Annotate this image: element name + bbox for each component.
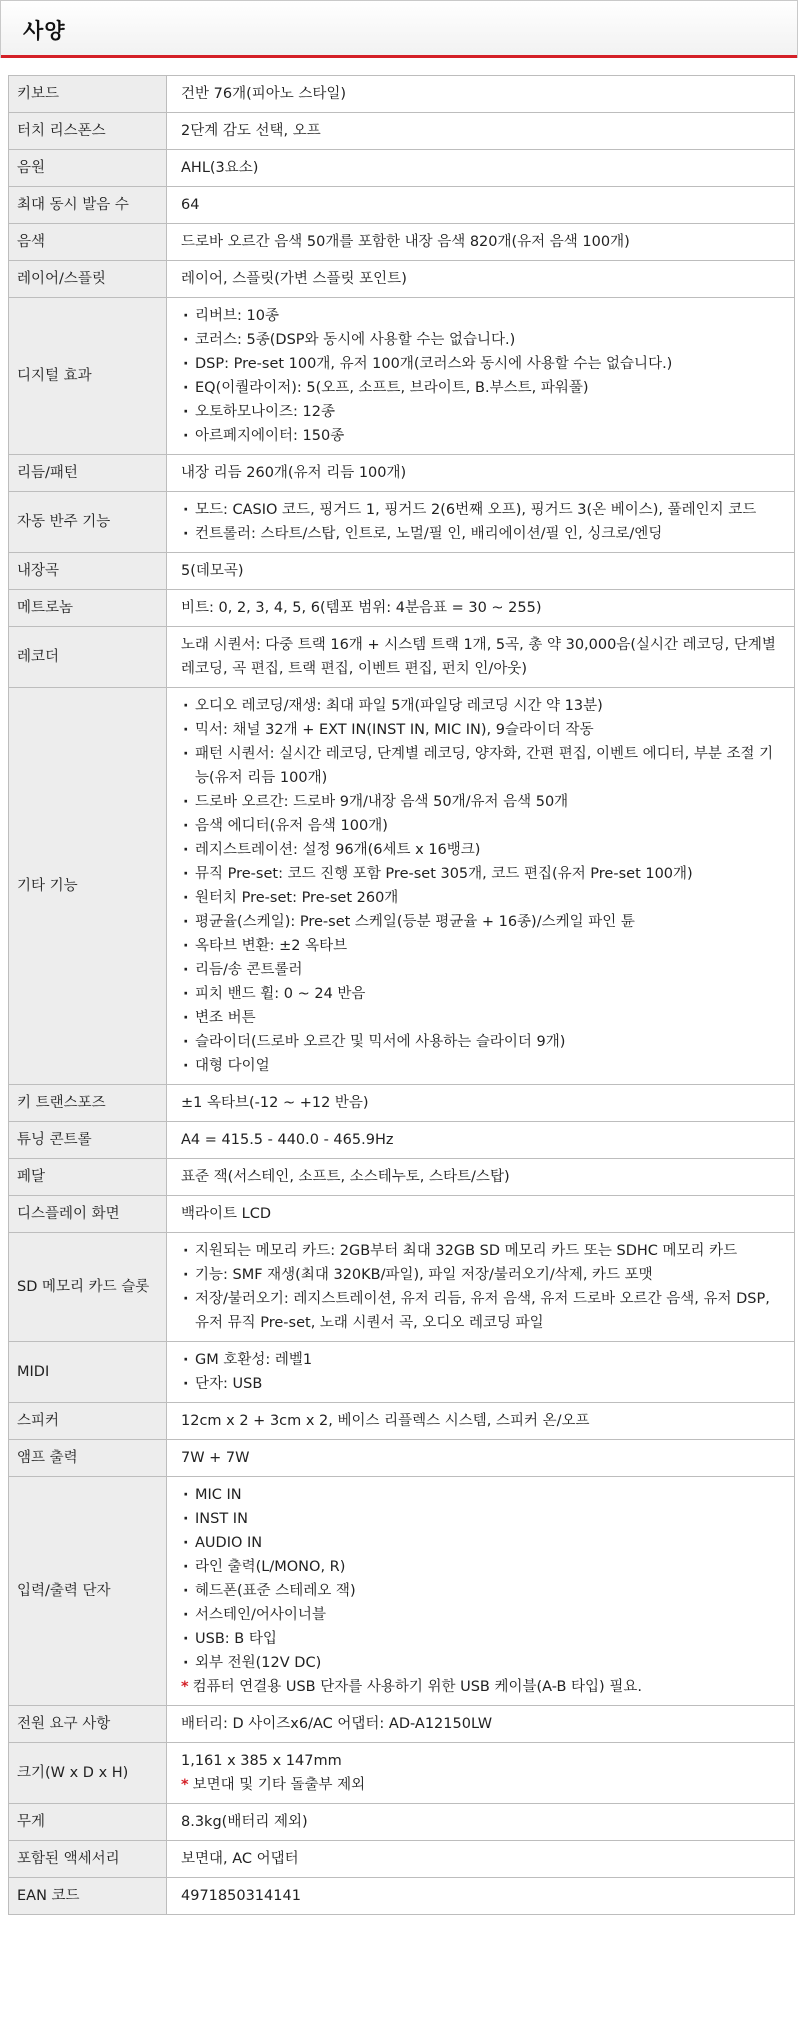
spec-label: 디지털 효과 [9,298,167,455]
spec-label: 리듬/패턴 [9,455,167,492]
spec-label: 튜닝 콘트롤 [9,1122,167,1159]
spec-value: 배터리: D 사이즈x6/AC 어댑터: AD-A12150LW [181,1716,493,1732]
spec-value-cell [167,224,795,261]
spec-value-cell [167,1342,795,1403]
spec-item: · 음색 에디터(유저 음색 100개) [181,814,786,838]
spec-item: · 피치 밴드 휠: 0 ~ 24 반음 [181,982,786,1006]
spec-row [9,113,795,150]
spec-note-text: 컴퓨터 연결용 USB 단자를 사용하기 위한 USB 케이블(A-B 타입) 필요. [192,1679,642,1695]
spec-item: · MIC IN [181,1483,786,1507]
spec-row [9,1342,795,1403]
spec-row [9,1440,795,1477]
spec-item: · 외부 전원(12V DC) [181,1651,786,1675]
spec-value: A4 = 415.5 - 440.0 - 465.9Hz [181,1132,394,1148]
spec-value: 백라이트 LCD [181,1206,272,1222]
spec-item-list [181,498,786,546]
spec-item: · AUDIO IN [181,1531,786,1555]
spec-label: 키 트랜스포즈 [9,1085,167,1122]
spec-item: · 슬라이더(드로바 오르간 및 믹서에 사용하는 슬라이더 9개) [181,1030,786,1054]
spec-row [9,261,795,298]
spec-item: · 드로바 오르간: 드로바 9개/내장 음색 50개/유저 음색 50개 [181,790,786,814]
spec-label: 음색 [9,224,167,261]
spec-value-cell [167,1841,795,1878]
spec-note-text: 보면대 및 기타 돌출부 제외 [192,1777,366,1793]
spec-row [9,553,795,590]
spec-row [9,1233,795,1342]
spec-value-cell [167,261,795,298]
spec-label: 터치 리스폰스 [9,113,167,150]
spec-row [9,150,795,187]
spec-item: · 모드: CASIO 코드, 핑거드 1, 핑거드 2(6번째 오프), 핑거드 3(온 베이스), 풀레인지 코드 [181,498,786,522]
spec-label: 메트로놈 [9,590,167,627]
spec-item: · 믹서: 채널 32개 + EXT IN(INST IN, MIC IN), 9슬라이더 작동 [181,718,786,742]
spec-value-cell [167,1878,795,1915]
spec-row [9,1159,795,1196]
spec-item: · 레지스트레이션: 설정 96개(6세트 x 16뱅크) [181,838,786,862]
spec-row [9,1841,795,1878]
spec-value-cell [167,1440,795,1477]
spec-value: 보면대, AC 어댑터 [181,1851,299,1867]
spec-item: · 오토하모나이즈: 12종 [181,400,786,424]
spec-value: 7W + 7W [181,1450,250,1466]
spec-label: 입력/출력 단자 [9,1477,167,1706]
spec-row [9,76,795,113]
asterisk-icon: * [181,1777,189,1793]
spec-value-cell [167,1233,795,1342]
spec-label: 레이어/스플릿 [9,261,167,298]
spec-row [9,298,795,455]
spec-value: 표준 잭(서스테인, 소프트, 소스테누토, 스타트/스탑) [181,1169,510,1185]
spec-item: · DSP: Pre-set 100개, 유저 100개(코러스와 동시에 사용할 수는 없습니다.) [181,352,786,376]
spec-item: · 원터치 Pre-set: Pre-set 260개 [181,886,786,910]
spec-value-cell [167,688,795,1085]
spec-row [9,187,795,224]
spec-row [9,1403,795,1440]
spec-item: · 아르페지에이터: 150종 [181,424,786,448]
spec-value-cell [167,1122,795,1159]
spec-item: · 지원되는 메모리 카드: 2GB부터 최대 32GB SD 메모리 카드 또는 SDHC 메모리 카드 [181,1239,786,1263]
spec-value-cell [167,590,795,627]
spec-item: · 컨트롤러: 스타트/스탑, 인트로, 노멀/필 인, 배리에이션/필 인, 싱크로/엔딩 [181,522,786,546]
spec-item: · 기능: SMF 재생(최대 320KB/파일), 파일 저장/불러오기/삭제, 카드 포맷 [181,1263,786,1287]
section-header [0,0,798,58]
spec-item: · 패턴 시퀀서: 실시간 레코딩, 단계별 레코딩, 양자화, 간편 편집, 이벤트 에디터, 부분 조절 기능(유저 리듬 100개) [181,742,786,790]
spec-item: · 변조 버튼 [181,1006,786,1030]
spec-item: · 코러스: 5종(DSP와 동시에 사용할 수는 없습니다.) [181,328,786,352]
spec-value-cell [167,492,795,553]
spec-value-cell [167,1196,795,1233]
spec-label: 기타 기능 [9,688,167,1085]
spec-item: · 단자: USB [181,1372,786,1396]
spec-item: · 저장/불러오기: 레지스트레이션, 유저 리듬, 유저 음색, 유저 드로바 오르간 음색, 유저 DSP, 유저 뮤직 Pre-set, 노래 시퀀서 곡, 오디오 레코딩 파일 [181,1287,786,1335]
spec-label: 키보드 [9,76,167,113]
spec-item: · 대형 다이얼 [181,1054,786,1078]
spec-row [9,224,795,261]
spec-value-cell [167,187,795,224]
spec-value: 64 [181,197,200,213]
spec-value: 2단계 감도 선택, 오프 [181,123,321,139]
spec-value: 노래 시퀀서: 다중 트랙 16개 + 시스템 트랙 1개, 5곡, 총 약 30,000음(실시간 레코딩, 단계별 레코딩, 곡 편집, 트랙 편집, 이벤트 편집, 펀치 인/아웃) [181,637,776,677]
spec-table [8,75,795,1915]
spec-item-list [181,694,786,1078]
spec-note [181,1773,786,1797]
spec-item: · 뮤직 Pre-set: 코드 진행 포함 Pre-set 305개, 코드 편집(유저 Pre-set 100개) [181,862,786,886]
spec-label: 디스플레이 화면 [9,1196,167,1233]
spec-value: 건반 76개(피아노 스타일) [181,86,347,102]
spec-row [9,1878,795,1915]
spec-value: 5(데모곡) [181,563,244,579]
spec-label: 전원 요구 사항 [9,1706,167,1743]
spec-value-cell [167,298,795,455]
spec-row [9,492,795,553]
spec-row [9,1804,795,1841]
spec-item: · 헤드폰(표준 스테레오 잭) [181,1579,786,1603]
spec-value: 8.3kg(배터리 제외) [181,1814,308,1830]
spec-item: · 라인 출력(L/MONO, R) [181,1555,786,1579]
spec-item: · 리버브: 10종 [181,304,786,328]
spec-item: · 옥타브 변환: ±2 옥타브 [181,934,786,958]
spec-item-list [181,1348,786,1396]
spec-row [9,455,795,492]
spec-item: · EQ(이퀄라이저): 5(오프, 소프트, 브라이트, B.부스트, 파워풀) [181,376,786,400]
spec-row [9,1743,795,1804]
spec-label: 레코더 [9,627,167,688]
header-accent-line [1,55,797,58]
spec-label: 최대 동시 발음 수 [9,187,167,224]
spec-item-list [181,1483,786,1675]
spec-value: 레이어, 스플릿(가변 스플릿 포인트) [181,271,407,287]
spec-row [9,1085,795,1122]
spec-item: · 평균율(스케일): Pre-set 스케일(등분 평균율 + 16종)/스케일 파인 튠 [181,910,786,934]
asterisk-icon: * [181,1679,189,1695]
spec-item: · GM 호환성: 레벨1 [181,1348,786,1372]
spec-item: · 서스테인/어사이너블 [181,1603,786,1627]
spec-value: ±1 옥타브(-12 ~ +12 반음) [181,1095,369,1111]
spec-value: AHL(3요소) [181,160,259,176]
spec-value-cell [167,1804,795,1841]
spec-value-cell [167,1085,795,1122]
spec-item: · 오디오 레코딩/재생: 최대 파일 5개(파일당 레코딩 시간 약 13분) [181,694,786,718]
spec-row [9,1196,795,1233]
spec-value-cell [167,150,795,187]
spec-value: 1,161 x 385 x 147mm [181,1753,342,1769]
spec-label: 페달 [9,1159,167,1196]
spec-row [9,590,795,627]
spec-label: MIDI [9,1342,167,1403]
spec-value-cell [167,113,795,150]
spec-label: 앰프 출력 [9,1440,167,1477]
spec-label: 크기(W x D x H) [9,1743,167,1804]
spec-value-cell [167,627,795,688]
spec-value-cell [167,553,795,590]
spec-label: EAN 코드 [9,1878,167,1915]
spec-row [9,688,795,1085]
spec-row [9,1477,795,1706]
spec-item: · 리듬/송 콘트롤러 [181,958,786,982]
section-title: 사양 [23,19,66,43]
spec-note [181,1675,786,1699]
spec-row [9,1706,795,1743]
spec-value: 비트: 0, 2, 3, 4, 5, 6(템포 범위: 4분음표 = 30 ~ 255) [181,600,542,616]
spec-value: 드로바 오르간 음색 50개를 포함한 내장 음색 820개(유저 음색 100개) [181,234,630,250]
spec-row [9,1122,795,1159]
spec-value-cell [167,1403,795,1440]
spec-label: 자동 반주 기능 [9,492,167,553]
spec-value-cell [167,1159,795,1196]
spec-label: 무게 [9,1804,167,1841]
spec-value: 12cm x 2 + 3cm x 2, 베이스 리플렉스 시스템, 스피커 온/오프 [181,1413,590,1429]
spec-value-cell [167,1477,795,1706]
spec-value-cell [167,1743,795,1804]
spec-value: 내장 리듬 260개(유저 리듬 100개) [181,465,407,481]
spec-value: 4971850314141 [181,1888,301,1904]
spec-item-list [181,304,786,448]
spec-item: · USB: B 타입 [181,1627,786,1651]
spec-label: SD 메모리 카드 슬롯 [9,1233,167,1342]
spec-row [9,627,795,688]
spec-value-cell [167,1706,795,1743]
spec-label: 포함된 액세서리 [9,1841,167,1878]
spec-item-list [181,1239,786,1335]
spec-value-cell [167,455,795,492]
spec-value-cell [167,76,795,113]
spec-label: 스피커 [9,1403,167,1440]
spec-label: 내장곡 [9,553,167,590]
spec-item: · INST IN [181,1507,786,1531]
spec-label: 음원 [9,150,167,187]
